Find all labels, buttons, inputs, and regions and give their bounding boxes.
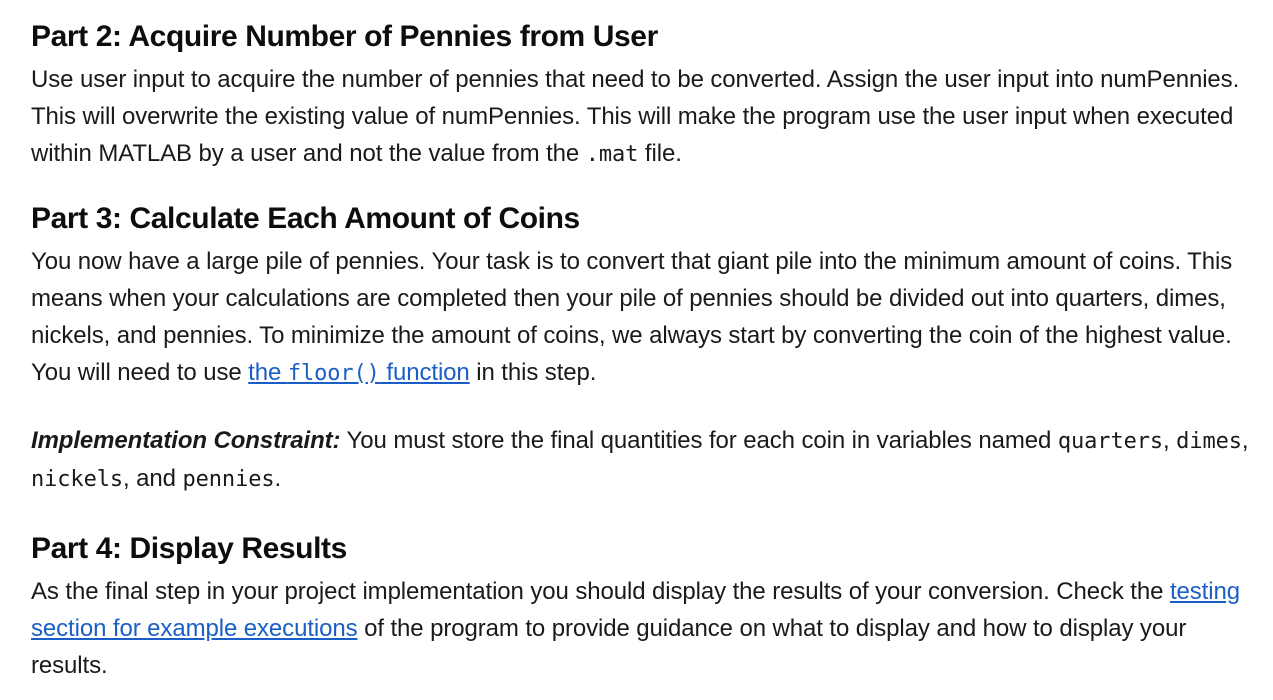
var-quarters-code: quarters bbox=[1057, 429, 1164, 454]
floor-link-prefix: the bbox=[248, 359, 288, 386]
implementation-constraint-paragraph bbox=[31, 422, 1267, 498]
part4-paragraph bbox=[31, 573, 1267, 684]
floor-link-code: floor() bbox=[287, 361, 380, 386]
floor-link-suffix: function bbox=[379, 359, 470, 386]
testing-section-link[interactable]: testing section for example executions bbox=[31, 578, 1240, 642]
separator: , bbox=[1163, 427, 1177, 454]
part4-heading: Part 4: Display Results bbox=[31, 532, 347, 565]
part3-text: You now have a large pile of pennies. Your task is to convert that giant pile into the minimum amount of coins. This means when your calculations are completed then your pile of pennies should be divided out into quarters, dimes, nickels, and pennies. To minimize the amount of coins, we always start by converting the coin of the highest value. You will need to use bbox=[31, 248, 1233, 386]
document-content bbox=[31, 0, 1267, 684]
constraint-label: Implementation Constraint: bbox=[31, 427, 341, 454]
part4-text: As the final step in your project implementation you should display the results of your conversion. Check the bbox=[31, 578, 1170, 605]
var-nickels-code: nickels bbox=[31, 467, 124, 492]
separator: , bbox=[1241, 427, 1249, 454]
part2-text-end: file. bbox=[638, 140, 682, 167]
part3-paragraph bbox=[31, 243, 1267, 392]
constraint-text: You must store the final quantities for each coin in variables named bbox=[340, 427, 1058, 454]
var-pennies-code: pennies bbox=[182, 467, 275, 492]
var-dimes-code: dimes bbox=[1176, 429, 1242, 454]
part2-paragraph bbox=[31, 61, 1267, 173]
floor-function-link[interactable] bbox=[248, 359, 470, 386]
part3-heading: Part 3: Calculate Each Amount of Coins bbox=[31, 202, 580, 235]
part4-text-end: of the program to provide guidance on what to display and how to display your results. bbox=[31, 615, 1187, 679]
constraint-end: . bbox=[274, 465, 282, 492]
mat-extension-code: .mat bbox=[585, 142, 639, 167]
part2-heading: Part 2: Acquire Number of Pennies from User bbox=[31, 20, 658, 53]
part2-text: Use user input to acquire the number of pennies that need to be converted. Assign the user input into numPennies. This will overwrite the existing value of numPennies. This will make the program use the user input when executed within MATLAB by a user and not the value from the bbox=[31, 66, 1240, 167]
separator: , and bbox=[123, 465, 183, 492]
part3-text-end: in this step. bbox=[469, 359, 597, 386]
